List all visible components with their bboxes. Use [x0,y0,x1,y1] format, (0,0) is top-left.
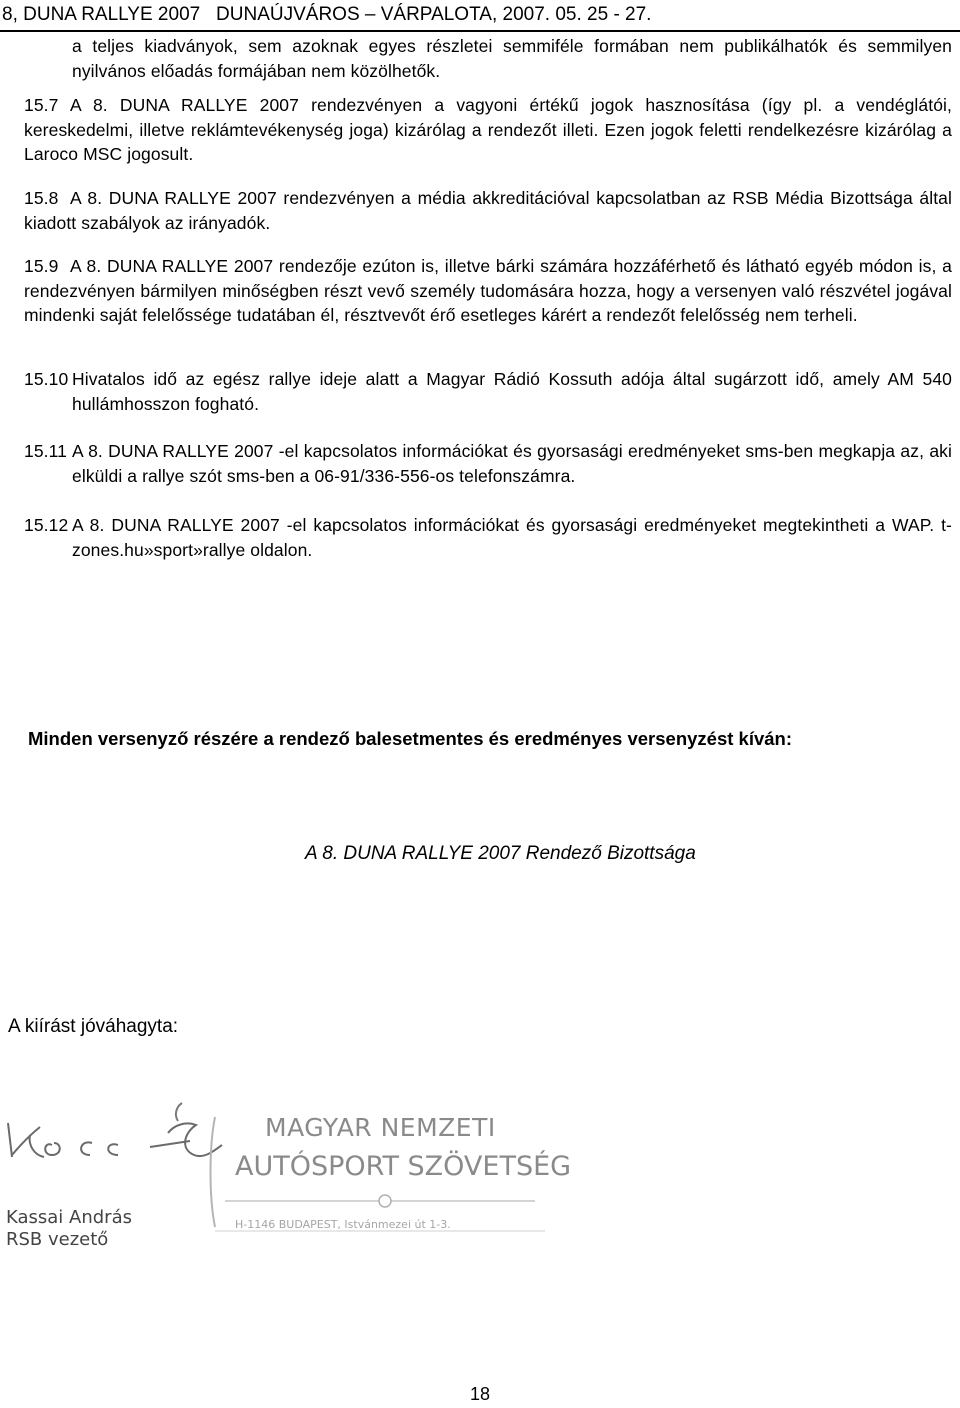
section-continuation [24,34,952,83]
section-text: A 8. DUNA RALLYE 2007 rendezvényen a vagyoni értékű jogok hasznosítása (így pl. a vendéglátói, kereskedelmi, illetve reklámtevékenység joga) kizárólag a rendezőt illeti. Ezen jogok feletti rendelkezésre kizárólag a Laroco MSC jogosult. [24,95,952,164]
approval-label: A kiírást jóváhagyta: [8,1016,179,1037]
signer-name: Kassai András [6,1207,132,1228]
section-text: A 8. DUNA RALLYE 2007 -el kapcsolatos információkat és gyorsasági eredményeket sms-ben megkapja az, aki elküldi a rallye szót sms-ben a 06-91/336-556-os telefonszámra. [72,441,952,486]
section-15-10 [24,367,952,416]
section-number: 15.9 [24,256,59,276]
organizing-committee: A 8. DUNA RALLYE 2007 Rendező Bizottsága [305,843,696,864]
stamp-line-1: MAGYAR NEMZETI [265,1113,496,1142]
section-text: A 8. DUNA RALLYE 2007 -el kapcsolatos információkat és gyorsasági eredményeket megtekintheti a WAP. t-zones.hu»sport»rallye oldalon. [72,515,952,560]
handwritten-signature [0,1095,230,1215]
section-text: a teljes kiadványok, sem azoknak egyes részletei semmiféle formában nem publikálhatók és semmilyen nyilvános előadás formájában nem közölhetők. [72,36,952,81]
section-15-8 [24,186,952,235]
section-15-9 [24,254,952,328]
section-number: 15.8 [24,188,59,208]
section-text: A 8. DUNA RALLYE 2007 rendezője ezúton is, illetve bárki számára hozzáférhető és látható egyéb módon is, a rendezvényen bármilyen minőségben részt vevő személy tudomására hozza, hogy a versenyen való részvétel jogával mindenki saját felelőssége tudatában él, résztvevőt érő esetleges kárért a rendezőt felelősség nem terheli. [24,256,952,325]
section-15-11 [24,439,952,488]
section-15-7 [24,93,952,167]
signer [6,1207,132,1251]
stamp-line-3: H-1146 BUDAPEST, Istvánmezei út 1-3. [235,1218,451,1231]
section-number: 15.7 [24,95,59,115]
stamp-line-2: AUTÓSPORT SZÖVETSÉG [235,1151,572,1182]
section-text: Hivatalos idő az egész rallye ideje alatt a Magyar Rádió Kossuth adója által sugárzott idő, amely AM 540 hullámhosszon fogható. [72,369,952,414]
page-header: 8, DUNA RALLYE 2007 DUNAÚJVÁROS – VÁRPALOTA, 2007. 05. 25 - 27. [0,0,960,32]
closing-wish: Minden versenyző részére a rendező balesetmentes és eredményes versenyzést kíván: [28,728,793,749]
section-number: 15.11 [24,441,67,461]
section-text: A 8. DUNA RALLYE 2007 rendezvényen a média akkreditációval kapcsolatban az RSB Média Bizottsága által kiadott szabályok az irányadók. [24,188,952,233]
section-15-12 [24,513,952,562]
signature-block [0,1095,600,1255]
page-number: 18 [469,1384,491,1404]
section-number: 15.10 [24,369,69,389]
signer-role: RSB vezető [6,1229,109,1250]
official-stamp [205,1107,572,1237]
section-number: 15.12 [24,515,69,535]
